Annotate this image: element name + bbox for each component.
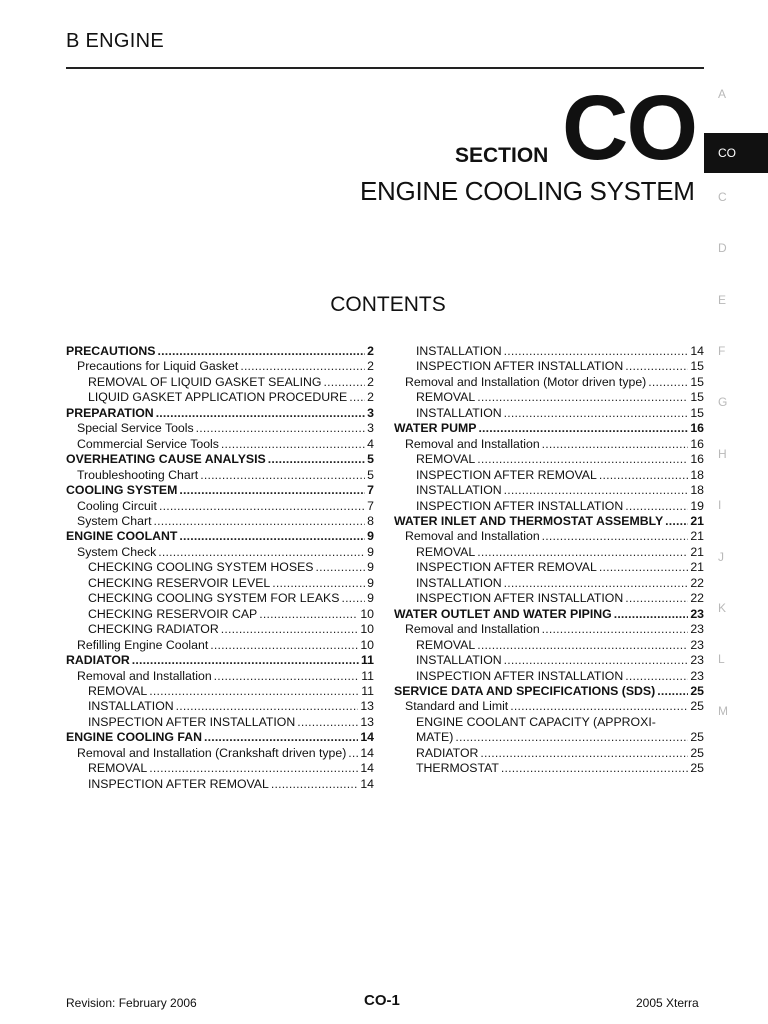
toc-entry-page: 10 bbox=[360, 606, 374, 621]
toc-entry[interactable] bbox=[66, 777, 374, 792]
toc-entry-page: 11 bbox=[361, 668, 374, 683]
toc-entry-title: Standard and Limit bbox=[405, 699, 509, 714]
toc-entry-page: 2 bbox=[367, 374, 374, 389]
dot-leader bbox=[159, 499, 365, 514]
toc-entry-title: PRECAUTIONS bbox=[66, 344, 156, 358]
toc-entry[interactable] bbox=[66, 638, 374, 653]
toc-entry-title: REMOVAL bbox=[416, 544, 476, 559]
toc-entry[interactable] bbox=[394, 560, 704, 575]
toc-entry-title: INSPECTION AFTER REMOVAL bbox=[88, 776, 269, 791]
dot-leader bbox=[348, 746, 358, 761]
toc-entry-page: 2 bbox=[367, 390, 374, 405]
toc-entry[interactable] bbox=[66, 468, 374, 483]
toc-entry-title: Removal and Installation bbox=[77, 668, 212, 683]
toc-entry-title: Refilling Engine Coolant bbox=[77, 637, 209, 652]
toc-entry-page: 18 bbox=[690, 483, 704, 498]
toc-entry-page: 21 bbox=[690, 544, 704, 559]
side-tab-a[interactable]: A bbox=[718, 87, 727, 101]
dot-leader bbox=[504, 344, 689, 359]
toc-entry-page: 21 bbox=[690, 513, 704, 528]
side-tab-m[interactable]: M bbox=[718, 703, 728, 718]
dot-leader bbox=[149, 684, 359, 699]
toc-entry-title: WATER INLET AND THERMOSTAT ASSEMBLY bbox=[394, 513, 664, 528]
toc-entry[interactable] bbox=[394, 622, 704, 637]
toc-entry-page: 3 bbox=[367, 421, 374, 436]
toc-entry-title: ENGINE COOLING FAN bbox=[66, 730, 202, 745]
toc-entry[interactable] bbox=[66, 499, 374, 514]
dot-leader bbox=[179, 529, 365, 544]
toc-entry-title: Cooling Circuit bbox=[77, 498, 157, 513]
toc-entry-title: INSTALLATION bbox=[416, 653, 502, 668]
toc-entry[interactable] bbox=[394, 730, 704, 745]
toc-entry-title: ENGINE COOLANT bbox=[66, 529, 178, 544]
toc-entry[interactable] bbox=[394, 529, 704, 544]
dot-leader bbox=[455, 730, 688, 745]
toc-entry-title: Commercial Service Tools bbox=[77, 436, 219, 451]
dot-leader bbox=[510, 699, 688, 714]
toc-entry[interactable] bbox=[66, 761, 374, 776]
side-tab-j[interactable]: J bbox=[718, 549, 724, 564]
toc-entry[interactable] bbox=[394, 344, 704, 359]
dot-leader bbox=[477, 638, 688, 653]
side-tab-g[interactable]: G bbox=[718, 395, 728, 410]
toc-entry[interactable] bbox=[66, 390, 374, 405]
toc-entry[interactable] bbox=[394, 746, 704, 761]
toc-entry[interactable] bbox=[66, 406, 374, 421]
toc-entry[interactable] bbox=[394, 421, 704, 436]
toc-entry[interactable] bbox=[66, 576, 374, 591]
toc-entry-title: CHECKING COOLING SYSTEM FOR LEAKS bbox=[88, 591, 340, 606]
dot-leader bbox=[196, 421, 366, 436]
toc-entry-title: Precautions for Liquid Gasket bbox=[77, 359, 239, 374]
toc-entry-title: RADIATOR bbox=[416, 745, 479, 760]
toc-entry-title: CHECKING RADIATOR bbox=[88, 622, 219, 637]
toc-entry-page: 23 bbox=[690, 622, 704, 637]
toc-entry[interactable] bbox=[66, 699, 374, 714]
toc-entry-title: INSTALLATION bbox=[416, 344, 502, 358]
dot-leader bbox=[599, 560, 688, 575]
dot-leader bbox=[504, 406, 689, 421]
toc-entry[interactable] bbox=[394, 576, 704, 591]
side-tab-i[interactable]: I bbox=[718, 498, 722, 513]
dot-leader bbox=[480, 746, 688, 761]
footer-page-number: CO-1 bbox=[364, 992, 400, 1009]
toc-entry-title: INSTALLATION bbox=[88, 699, 174, 714]
toc-right-column bbox=[394, 344, 704, 777]
toc-entry-title: REMOVAL OF LIQUID GASKET SEALING bbox=[88, 374, 322, 389]
toc-entry-page: 23 bbox=[690, 653, 704, 668]
toc-entry[interactable] bbox=[66, 669, 374, 684]
toc-entry-title: Troubleshooting Chart bbox=[77, 467, 199, 482]
dot-leader bbox=[200, 468, 365, 483]
toc-entry-page: 9 bbox=[367, 529, 374, 544]
toc-entry-title: RADIATOR bbox=[66, 653, 130, 668]
dot-leader bbox=[349, 390, 365, 405]
dot-leader bbox=[625, 359, 688, 374]
dot-leader bbox=[149, 761, 358, 776]
toc-entry[interactable] bbox=[394, 699, 704, 714]
toc-entry-page: 4 bbox=[367, 436, 374, 451]
toc-entry-page: 14 bbox=[360, 776, 374, 791]
dot-leader bbox=[614, 607, 689, 622]
toc-entry[interactable] bbox=[394, 375, 704, 390]
toc-entry[interactable] bbox=[66, 730, 374, 745]
toc-entry[interactable] bbox=[66, 514, 374, 529]
dot-leader bbox=[477, 390, 688, 405]
toc-entry-page: 5 bbox=[367, 452, 374, 467]
toc-entry-title: WATER OUTLET AND WATER PIPING bbox=[394, 606, 612, 621]
dot-leader bbox=[158, 545, 365, 560]
toc-entry-title: Removal and Installation (Crankshaft driven type) bbox=[77, 745, 347, 760]
dot-leader bbox=[599, 468, 688, 483]
toc-entry[interactable] bbox=[66, 746, 374, 761]
toc-entry-page: 23 bbox=[690, 668, 704, 683]
toc-entry[interactable] bbox=[394, 468, 704, 483]
toc-entry[interactable] bbox=[66, 715, 374, 730]
dot-leader bbox=[315, 560, 365, 575]
dot-leader bbox=[625, 499, 688, 514]
dot-leader bbox=[214, 669, 360, 684]
toc-entry-title: Removal and Installation (Motor driven type) bbox=[405, 374, 647, 389]
dot-leader bbox=[657, 684, 688, 699]
toc-entry-title: INSPECTION AFTER INSTALLATION bbox=[416, 359, 624, 374]
toc-entry-page: 10 bbox=[360, 637, 374, 652]
toc-entry[interactable] bbox=[394, 390, 704, 405]
toc-entry-page: 23 bbox=[690, 637, 704, 652]
dot-leader bbox=[648, 375, 688, 390]
toc-entry-page: 23 bbox=[690, 606, 704, 621]
toc-entry-page: 21 bbox=[690, 529, 704, 544]
dot-leader bbox=[204, 730, 358, 745]
toc-entry-title: INSPECTION AFTER INSTALLATION bbox=[416, 498, 624, 513]
toc-entry-title: INSPECTION AFTER REMOVAL bbox=[416, 467, 597, 482]
toc-entry[interactable] bbox=[394, 684, 704, 699]
toc-entry-title: Removal and Installation bbox=[405, 622, 540, 637]
toc-entry[interactable] bbox=[66, 421, 374, 436]
toc-entry[interactable] bbox=[66, 437, 374, 452]
toc-entry-page: 2 bbox=[367, 344, 374, 358]
toc-entry-title: REMOVAL bbox=[416, 390, 476, 405]
toc-entry-page: 9 bbox=[367, 591, 374, 606]
dot-leader bbox=[625, 591, 688, 606]
dot-leader bbox=[240, 359, 365, 374]
toc-entry-page: 22 bbox=[690, 575, 704, 590]
dot-leader bbox=[341, 591, 365, 606]
toc-entry-page: 7 bbox=[367, 483, 374, 498]
toc-entry-page: 16 bbox=[690, 452, 704, 467]
toc-entry-page: 5 bbox=[367, 467, 374, 482]
toc-entry[interactable] bbox=[66, 344, 374, 359]
side-tab-e[interactable]: E bbox=[718, 292, 727, 307]
toc-entry-page: 9 bbox=[367, 544, 374, 559]
side-tab-d[interactable]: D bbox=[718, 241, 727, 256]
dot-leader bbox=[153, 514, 365, 529]
dot-leader bbox=[210, 638, 358, 653]
toc-entry-title: INSTALLATION bbox=[416, 483, 502, 498]
toc-entry-page: 15 bbox=[690, 359, 704, 374]
dot-leader bbox=[132, 653, 359, 668]
toc-entry-page: 9 bbox=[367, 575, 374, 590]
toc-entry[interactable] bbox=[394, 669, 704, 684]
toc-entry-page: 21 bbox=[690, 560, 704, 575]
toc-entry[interactable] bbox=[66, 452, 374, 467]
toc-entry-title: REMOVAL bbox=[416, 452, 476, 467]
toc-entry-title: System Chart bbox=[77, 513, 152, 528]
toc-entry[interactable] bbox=[66, 483, 374, 498]
toc-entry-page: 15 bbox=[690, 374, 704, 389]
toc-entry-page: 13 bbox=[360, 714, 374, 729]
toc-entry[interactable] bbox=[66, 545, 374, 560]
toc-entry-page: 14 bbox=[360, 761, 374, 776]
dot-leader bbox=[271, 777, 358, 792]
side-tab-l[interactable]: L bbox=[718, 652, 725, 667]
toc-entry-page: 14 bbox=[690, 344, 704, 358]
toc-entry-page: 14 bbox=[360, 745, 374, 760]
toc-entry-title: CHECKING RESERVOIR CAP bbox=[88, 606, 258, 621]
toc-entry-page: 25 bbox=[690, 745, 704, 760]
toc-entry-page: 22 bbox=[690, 591, 704, 606]
dot-leader bbox=[268, 452, 365, 467]
toc-entry[interactable] bbox=[394, 437, 704, 452]
toc-entry-title: INSPECTION AFTER INSTALLATION bbox=[88, 714, 296, 729]
toc-entry-page: 19 bbox=[690, 498, 704, 513]
toc-entry-page: 16 bbox=[690, 436, 704, 451]
toc-entry-page: 7 bbox=[367, 498, 374, 513]
side-tab-h[interactable]: H bbox=[718, 446, 727, 461]
toc-entry-page: 25 bbox=[690, 761, 704, 776]
toc-entry[interactable] bbox=[394, 452, 704, 467]
toc-entry[interactable] bbox=[394, 591, 704, 606]
toc-entry[interactable] bbox=[66, 560, 374, 575]
dot-leader bbox=[221, 622, 359, 637]
dot-leader bbox=[478, 421, 688, 436]
dot-leader bbox=[501, 761, 688, 776]
dot-leader bbox=[158, 344, 366, 359]
toc-entry-title: INSTALLATION bbox=[416, 575, 502, 590]
footer-revision: Revision: February 2006 bbox=[66, 996, 197, 1010]
toc-left-column bbox=[66, 344, 374, 792]
dot-leader bbox=[323, 375, 365, 390]
toc-entry-page: 25 bbox=[690, 699, 704, 714]
toc-entry-title: Removal and Installation bbox=[405, 529, 540, 544]
toc-entry-title: CHECKING COOLING SYSTEM HOSES bbox=[88, 560, 314, 575]
section-label: SECTION bbox=[455, 144, 549, 167]
toc-entry-page: 25 bbox=[690, 683, 704, 698]
toc-entry[interactable] bbox=[394, 499, 704, 514]
dot-leader bbox=[176, 699, 359, 714]
toc-entry-title: OVERHEATING CAUSE ANALYSIS bbox=[66, 452, 266, 467]
toc-entry-page: 13 bbox=[360, 699, 374, 714]
dot-leader bbox=[542, 529, 689, 544]
toc-entry-title: INSPECTION AFTER REMOVAL bbox=[416, 560, 597, 575]
toc-entry-title: INSPECTION AFTER INSTALLATION bbox=[416, 668, 624, 683]
toc-entry-page: 11 bbox=[361, 653, 374, 668]
dot-leader bbox=[272, 576, 365, 591]
toc-entry[interactable] bbox=[394, 653, 704, 668]
toc-entry-title: LIQUID GASKET APPLICATION PROCEDURE bbox=[88, 390, 348, 405]
dot-leader bbox=[156, 406, 365, 421]
toc-entry-title: REMOVAL bbox=[416, 637, 476, 652]
toc-entry-title: Removal and Installation bbox=[405, 436, 540, 451]
toc-entry[interactable] bbox=[66, 359, 374, 374]
section-code: CO bbox=[562, 77, 696, 179]
toc-entry-page: 15 bbox=[690, 405, 704, 420]
toc-entry-title: REMOVAL bbox=[88, 761, 148, 776]
toc-entry-title: System Check bbox=[77, 544, 157, 559]
toc-entry-title: CHECKING RESERVOIR LEVEL bbox=[88, 575, 271, 590]
toc-entry-page: 25 bbox=[690, 730, 704, 745]
toc-entry[interactable] bbox=[394, 514, 704, 529]
toc-entry[interactable] bbox=[394, 483, 704, 498]
toc-entry[interactable] bbox=[66, 607, 374, 622]
side-tab-co[interactable]: CO bbox=[704, 133, 768, 173]
toc-entry[interactable] bbox=[394, 761, 704, 776]
toc-entry-title: ENGINE COOLANT CAPACITY (APPROXI- bbox=[416, 714, 656, 729]
toc-entry[interactable] bbox=[66, 375, 374, 390]
toc-entry-title: INSPECTION AFTER INSTALLATION bbox=[416, 591, 624, 606]
dot-leader bbox=[504, 653, 689, 668]
dot-leader bbox=[504, 576, 689, 591]
toc-entry-page: 9 bbox=[367, 560, 374, 575]
dot-leader bbox=[221, 437, 365, 452]
dot-leader bbox=[665, 514, 688, 529]
toc-entry[interactable] bbox=[394, 545, 704, 560]
toc-entry-title: MATE) bbox=[416, 730, 454, 745]
toc-entry-title: COOLING SYSTEM bbox=[66, 483, 178, 498]
toc-entry-title: THERMOSTAT bbox=[416, 761, 499, 776]
toc-entry[interactable] bbox=[66, 653, 374, 668]
toc-entry[interactable] bbox=[394, 638, 704, 653]
side-tab-f[interactable]: F bbox=[718, 344, 726, 358]
dot-leader bbox=[504, 483, 689, 498]
toc-entry-page: 15 bbox=[690, 390, 704, 405]
side-tab-k[interactable]: K bbox=[718, 601, 727, 615]
toc-entry[interactable] bbox=[394, 359, 704, 374]
toc-entry[interactable] bbox=[66, 684, 374, 699]
toc-entry-title: WATER PUMP bbox=[394, 421, 477, 436]
dot-leader bbox=[625, 669, 688, 684]
toc-entry-title: Special Service Tools bbox=[77, 421, 194, 436]
dot-leader bbox=[477, 545, 688, 560]
toc-entry[interactable] bbox=[394, 607, 704, 622]
toc-entry-page: 2 bbox=[367, 359, 374, 374]
dot-leader bbox=[542, 437, 689, 452]
contents-heading: CONTENTS bbox=[330, 293, 446, 316]
dot-leader bbox=[297, 715, 358, 730]
toc-entry-page: 8 bbox=[367, 513, 374, 528]
dot-leader bbox=[259, 607, 358, 622]
footer-model: 2005 Xterra bbox=[636, 996, 699, 1010]
section-title: ENGINE COOLING SYSTEM bbox=[360, 176, 695, 206]
dot-leader bbox=[542, 622, 689, 637]
toc-entry[interactable] bbox=[66, 529, 374, 544]
toc-entry[interactable] bbox=[66, 591, 374, 606]
toc-entry-title: REMOVAL bbox=[88, 683, 148, 698]
dot-leader bbox=[477, 452, 688, 467]
toc-entry-page: 10 bbox=[360, 622, 374, 637]
group-title: B ENGINE bbox=[66, 30, 164, 52]
toc-entry-page: 16 bbox=[690, 421, 704, 436]
toc-entry[interactable] bbox=[66, 622, 374, 637]
toc-entry-page: 3 bbox=[367, 405, 374, 420]
side-tab-c[interactable]: C bbox=[718, 189, 727, 204]
toc-entry-title: SERVICE DATA AND SPECIFICATIONS (SDS) bbox=[394, 683, 656, 698]
toc-entry-title: PREPARATION bbox=[66, 405, 154, 420]
toc-entry[interactable] bbox=[394, 406, 704, 421]
dot-leader bbox=[179, 483, 365, 498]
toc-entry-page: 18 bbox=[690, 467, 704, 482]
toc-entry-title: INSTALLATION bbox=[416, 405, 502, 420]
toc-entry-page: 11 bbox=[361, 683, 374, 698]
toc-entry-page: 14 bbox=[360, 730, 374, 745]
header-rule bbox=[66, 67, 704, 69]
